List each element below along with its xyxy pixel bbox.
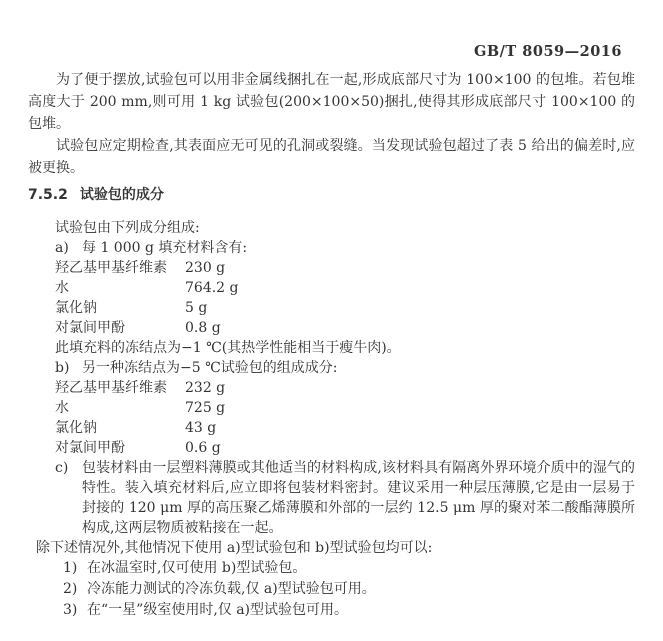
list-marker-b: b) <box>55 360 70 376</box>
ingredient-value: 0.6 g <box>185 440 221 456</box>
usage-text-3: 在“一星”级室使用时,仅 a)型试验包可用。 <box>87 602 349 618</box>
ingredient-row <box>28 418 635 438</box>
ingredient-row <box>28 258 635 278</box>
paragraph-stacking: 为了便于摆放,试验包可以用非金属线捆扎在一起,形成底部尺寸为 100×100 的包堆。若包堆高度大于 200 mm,则可用 1 kg 试验包(200×100×50)捆扎,使得其形成底部尺寸 100×100 的包堆。 <box>28 72 635 132</box>
list-text-a: 每 1 000 g 填充材料含有: <box>82 240 248 256</box>
ingredient-label: 水 <box>55 400 69 416</box>
ingredient-label: 羟乙基甲基纤维素 <box>55 380 167 396</box>
composition-intro: 试验包由下列成分组成: <box>55 220 200 236</box>
list-item-c <box>28 458 635 538</box>
list-item-b <box>28 358 635 378</box>
list-marker-a: a) <box>55 240 69 256</box>
ingredient-value: 0.8 g <box>185 320 221 336</box>
ingredient-value: 230 g <box>185 260 226 276</box>
usage-marker-2: 2) <box>63 581 78 597</box>
document-page <box>0 42 663 641</box>
doc-number: GB/T 8059—2016 <box>474 43 622 60</box>
list-text-c: 包装材料由一层塑料薄膜或其他适当的材料构成,该材料具有隔离外界环境介质中的湿气的特性。装入填充材料后,应立即将包装材料密封。建议采用一种层压薄膜,它是由一层易于封接的 120 μm 厚的高压聚乙烯薄膜和外部的一层约 12.5 μm 厚的聚对苯二酸酯薄膜所构成,这两层物质被粘接在一起。 <box>82 460 635 536</box>
ingredient-value: 764.2 g <box>185 280 239 296</box>
ingredient-label: 对氯间甲酚 <box>55 320 125 336</box>
ingredient-row <box>28 278 635 298</box>
ingredient-label: 羟乙基甲基纤维素 <box>55 260 167 276</box>
usage-item-2 <box>28 579 635 600</box>
ingredient-row <box>28 438 635 458</box>
ingredient-value: 5 g <box>185 300 208 316</box>
list-marker-c: c) <box>55 460 69 476</box>
list-item-a <box>28 238 635 258</box>
usage-item-3 <box>28 600 635 621</box>
ingredient-label: 水 <box>55 280 69 296</box>
section-number: 7.5.2 <box>28 187 68 203</box>
usage-text-1: 在冰温室时,仅可使用 b)型试验包。 <box>87 560 307 576</box>
ingredient-value: 725 g <box>185 400 226 416</box>
ingredient-label: 氯化钠 <box>55 420 97 436</box>
freezing-point-note-a: 此填充料的冻结点为−1 ℃(其热学性能相当于瘦牛肉)。 <box>55 340 401 356</box>
usage-intro: 除下述情况外,其他情况下使用 a)型试验包和 b)型试验包均可以: <box>36 540 433 556</box>
ingredient-row <box>28 298 635 318</box>
usage-marker-3: 3) <box>63 602 78 618</box>
section-title: 试验包的成分 <box>79 187 164 203</box>
ingredient-label: 对氯间甲酚 <box>55 440 125 456</box>
ingredient-value: 232 g <box>185 380 226 396</box>
ingredient-row <box>28 318 635 338</box>
section-heading <box>28 185 635 206</box>
usage-item-1 <box>28 558 635 579</box>
usage-text-2: 冷冻能力测试的冷冻负载,仅 a)型试验包可用。 <box>87 581 376 597</box>
ingredient-value: 43 g <box>185 420 217 436</box>
ingredient-label: 氯化钠 <box>55 300 97 316</box>
ingredient-row <box>28 378 635 398</box>
paragraph-inspection: 试验包应定期检查,其表面应无可见的孔洞或裂缝。当发现试验包超过了表 5 给出的偏差时,应被更换。 <box>28 138 635 176</box>
list-text-b: 另一种冻结点为−5 ℃试验包的组成成分: <box>82 360 338 376</box>
ingredient-row <box>28 398 635 418</box>
usage-marker-1: 1) <box>63 560 78 576</box>
